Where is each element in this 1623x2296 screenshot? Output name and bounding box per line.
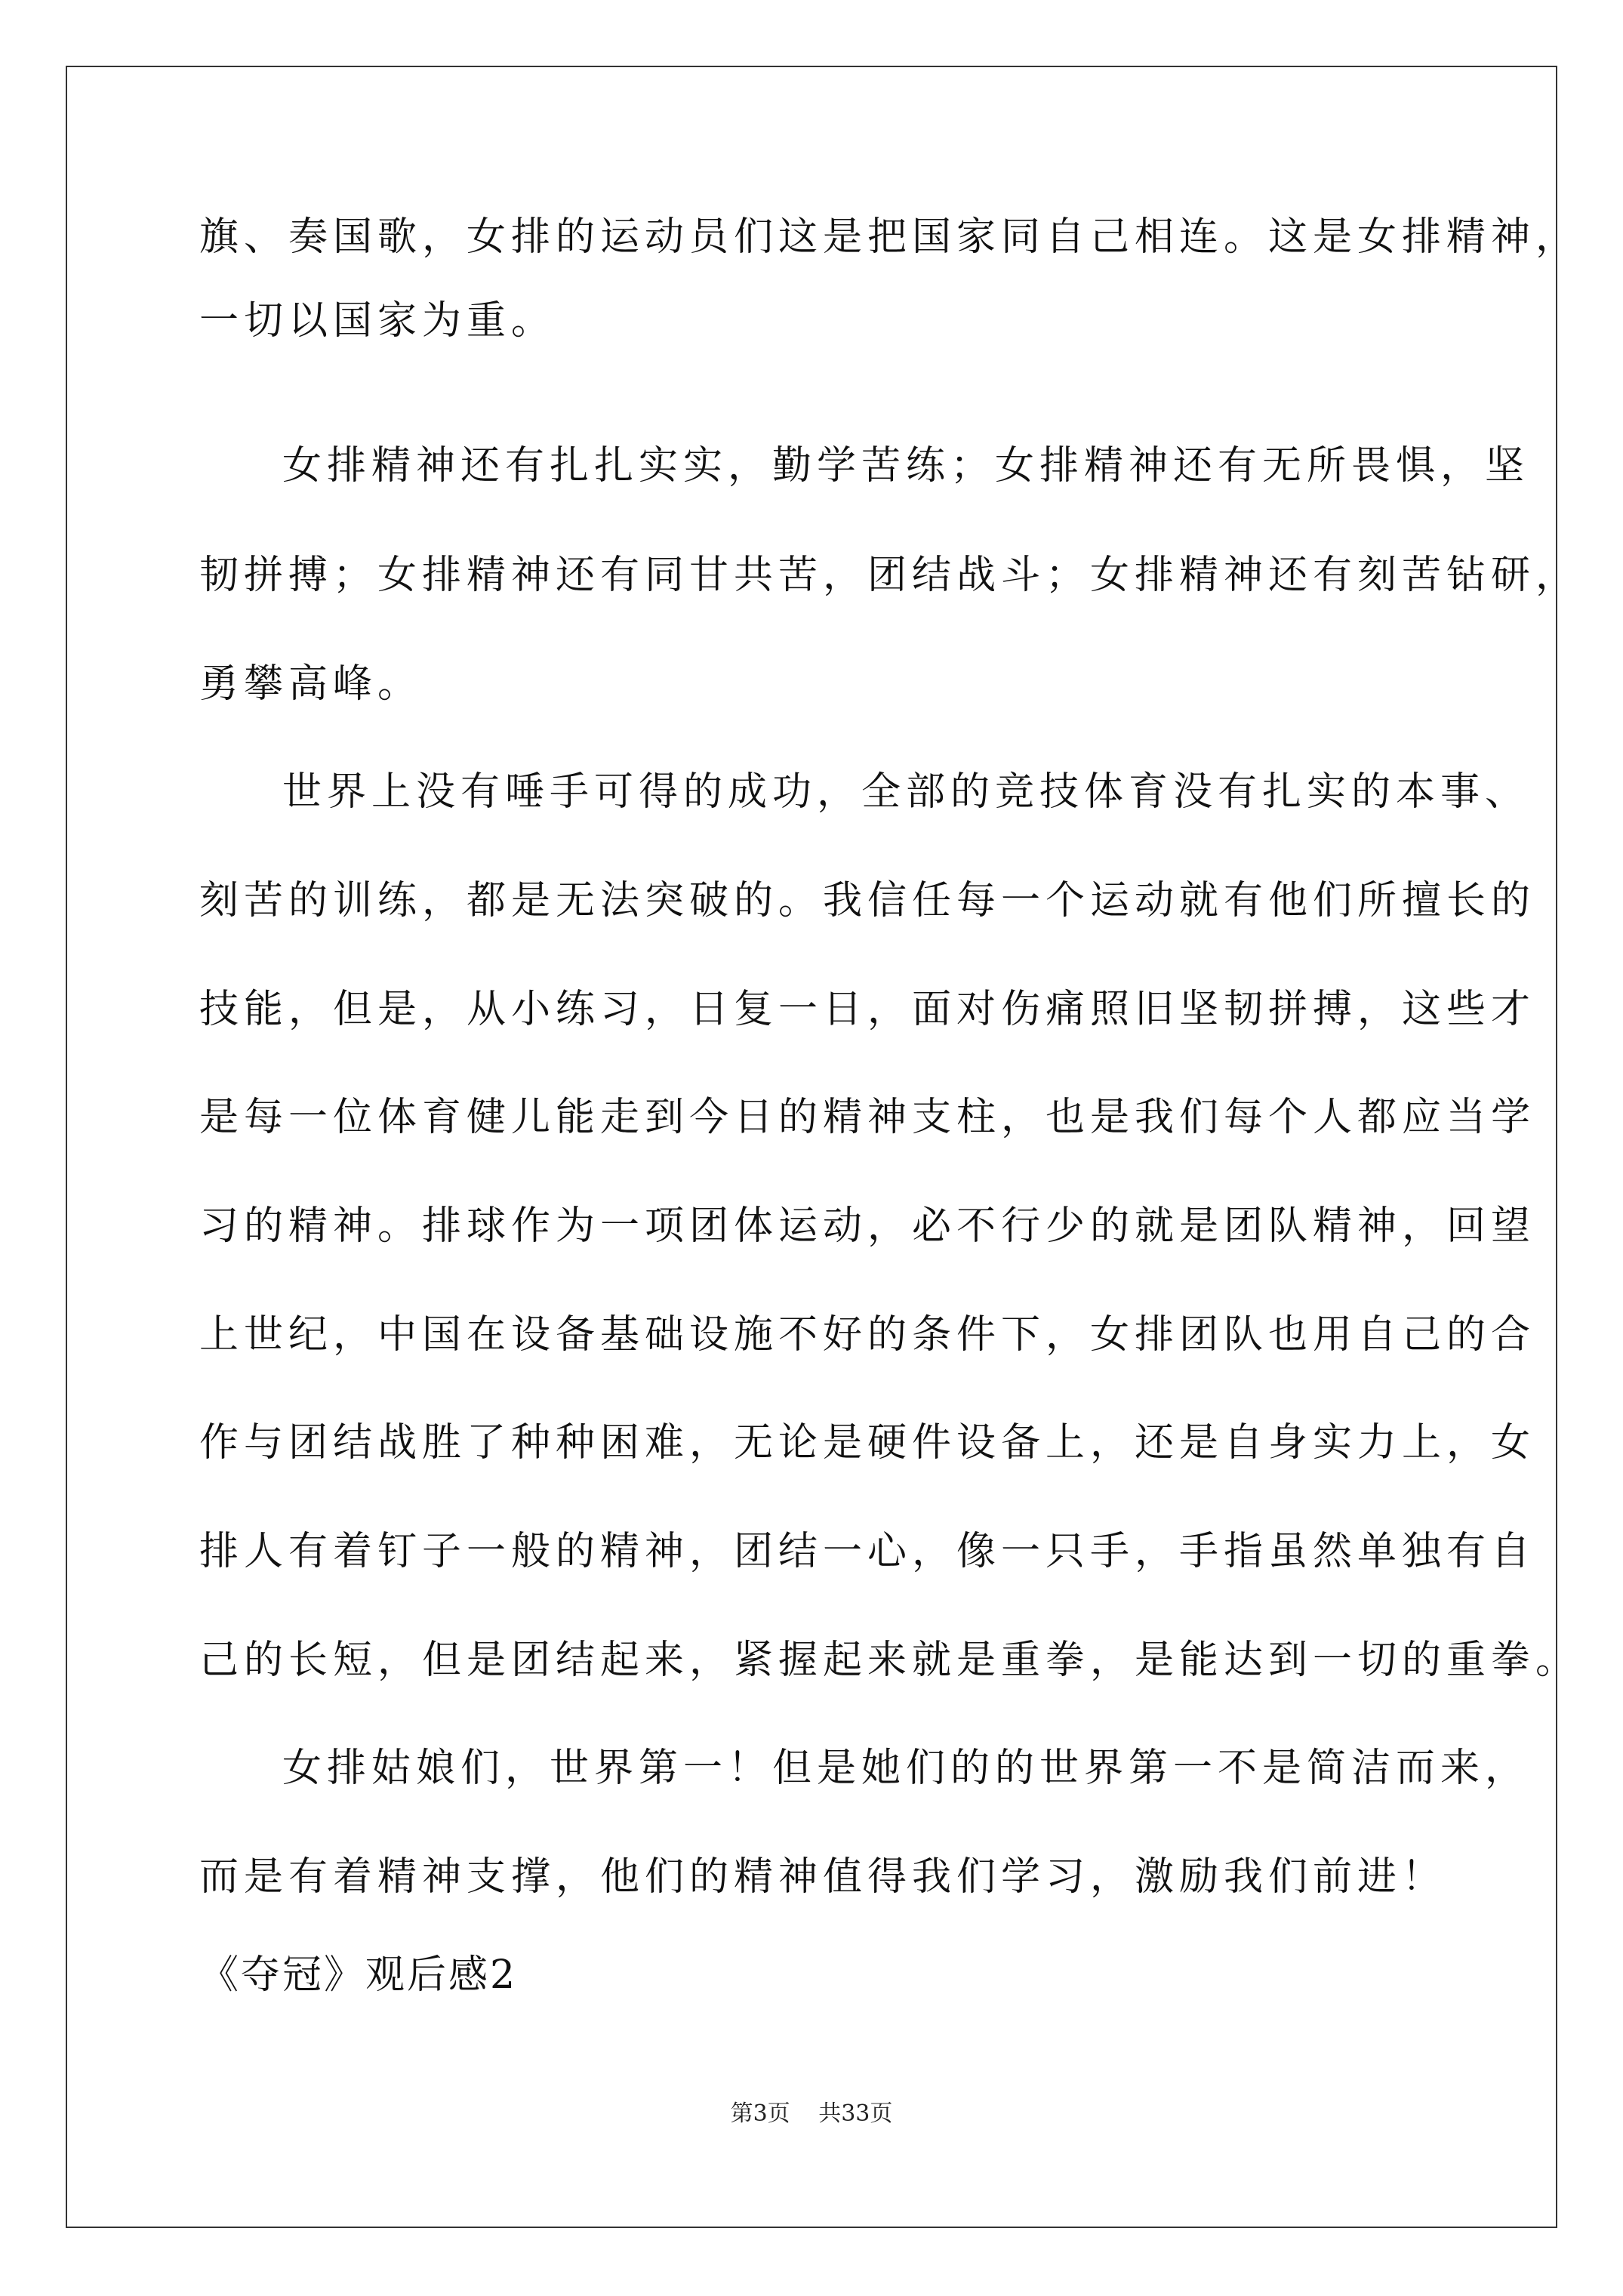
page-number: 第3页 — [730, 2100, 790, 2127]
text-line: 作与团结战胜了种种困难，无论是硬件设备上，还是自身实力上，女 — [199, 1420, 1536, 1465]
paragraph-start-line: 女排精神还有扎扎实实，勤学苦练；女排精神还有无所畏惧，坚 — [282, 443, 1530, 488]
text-line: 是每一位体育健儿能走到今日的精神支柱，也是我们每个人都应当学 — [199, 1095, 1536, 1140]
text-line: 习的精神。排球作为一项团体运动，必不行少的就是团队精神，回望 — [199, 1203, 1536, 1249]
text-line: 刻苦的训练，都是无法突破的。我信任每一个运动就有他们所擅长的 — [199, 878, 1536, 923]
paragraph-start-line: 世界上没有唾手可得的成功，全部的竞技体育没有扎实的本事、 — [282, 769, 1530, 815]
text-line: 己的长短，但是团结起来，紧握起来就是重拳，是能达到一切的重拳。 — [199, 1638, 1581, 1683]
page-total: 共33页 — [818, 2100, 893, 2127]
text-line: 排人有着钉子一般的精神，团结一心，像一只手，手指虽然单独有自 — [199, 1529, 1536, 1574]
text-line: 勇攀高峰。 — [199, 661, 423, 707]
section-heading: 《夺冠》观后感2 — [199, 1952, 518, 1998]
text-line: 技能，但是，从小练习，日复一日，面对伤痛照旧坚韧拼搏，这些才 — [199, 987, 1536, 1032]
text-line: 而是有着精神支撑，他们的精神值得我们学习，激励我们前进！ — [199, 1854, 1447, 1900]
page-footer — [0, 2100, 1623, 2128]
text-line: 旗、奏国歌，女排的运动员们这是把国家同自己相连。这是女排精神， — [199, 214, 1581, 260]
paragraph-start-line: 女排姑娘们，世界第一！但是她们的的世界第一不是简洁而来， — [282, 1746, 1530, 1791]
text-line: 一切以国家为重。 — [199, 298, 556, 344]
text-line: 上世纪，中国在设备基础设施不好的条件下，女排团队也用自己的合 — [199, 1312, 1536, 1358]
text-line: 韧拼搏；女排精神还有同甘共苦，团结战斗；女排精神还有刻苦钻研， — [199, 553, 1581, 598]
page-border — [66, 66, 1581, 2228]
